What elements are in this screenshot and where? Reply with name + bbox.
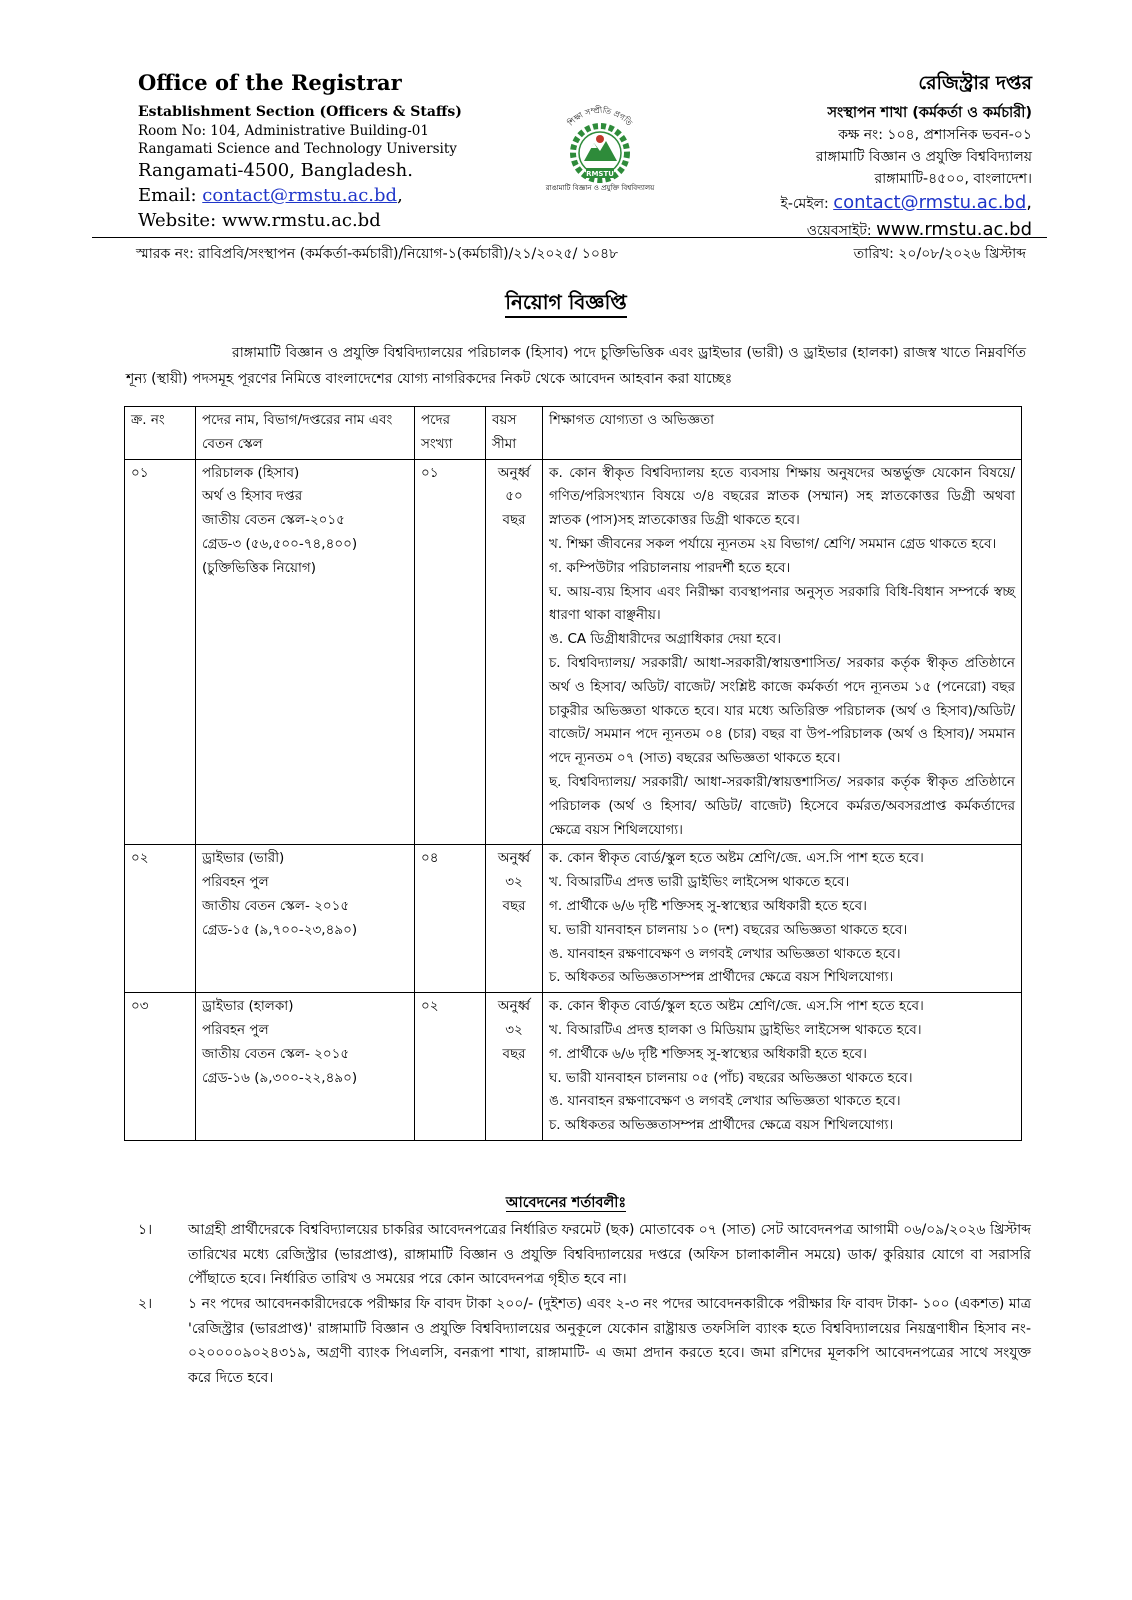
website-label-bn: ওয়েবসাইট: <box>806 223 877 239</box>
website-row-bn <box>692 217 1032 244</box>
email-label-bn: ই-মেইল: <box>780 196 834 212</box>
post-title: ড্রাইভার (ভারী) <box>202 850 285 867</box>
count-cell: ০২ <box>415 993 486 1141</box>
vacancy-table <box>124 406 1022 1141</box>
age-cell <box>486 845 543 993</box>
conditions-title <box>0 1192 1132 1216</box>
condition-text: ১ নং পদের আবেদনকারীদেরকে পরীক্ষার ফি বাবদ টাকা ২০০/- (দুইশত) এবং ২-৩ নং পদের আবেদনকারীকে পরীক্ষার ফি বাবদ টাকা- ১০০ (একশত) মাত্র 'রেজিস্ট্রার (ভারপ্রাপ্ত)' রাঙ্গামাটি বিজ্ঞান ও প্রযুক্তি বিশ্ববিদ্যালয়ের অনুকূলে যেকোন রাষ্ট্রায়ত্ত তফসিলি ব্যাংক হতে বিশ্ববিদ্যালয়ের নিয়ন্ত্রণাধীন হিসাব নং- ০২০০০০৯০২৪৩১৯, অগ্রণী ব্যাংক পিএলসি, বনরূপা শাখা, রাঙ্গামাটি- এ জমা প্রদান করতে হবে। জমা রশিদের মূলকপি আবেদনপত্রের সাথে সংযুক্ত করে দিতে হবে। <box>188 1296 1031 1386</box>
header-divider <box>92 237 1047 238</box>
col-age: বয়স সীমা <box>486 407 543 460</box>
requirement-item: গ. প্রার্থীকে ৬/৬ দৃষ্টি শক্তিসহ সু-স্বাস্থ্যের অধিকারী হতে হবে। <box>549 1045 867 1062</box>
header-right <box>692 68 1032 244</box>
requirement-item: ক. কোন স্বীকৃত বোর্ড/স্কুল হতে অষ্টম শ্রেণি/জে. এস.সি পাশ হতে হবে। <box>549 850 924 867</box>
condition-text: আগ্রহী প্রার্থীদেরকে বিশ্ববিদ্যালয়ের চাকরির আবেদনপত্রের নির্ধারিত ফরমেট (ছক) মোতাবেক ০৭ (সাত) সেট আবেদনপত্র আগামী ০৬/০৯/২০২৬ খ্রিস্টাব্দ তারিখের মধ্যে রেজিস্ট্রার (ভারপ্রাপ্ত), রাঙ্গামাটি বিজ্ঞান ও প্রযুক্তি বিশ্ববিদ্যালয়ের দপ্তরে (অফিস চালাকালীন সময়ে) ডাক/ কুরিয়ার যোগে বা সরাসরি পৌঁছাতে হবে। নির্ধারিত তারিখ ও সময়ের পরে কোন আবেদনপত্র গৃহীত হবে না। <box>188 1222 1031 1287</box>
table-row <box>125 845 1022 993</box>
office-title: Office of the Registrar <box>138 70 402 95</box>
memo-date: তারিখ: ২০/০৮/২০২৬ খ্রিস্টাব্দ <box>853 246 1026 262</box>
requirement-item: ছ. বিশ্ববিদ্যালয়/ সরকারী/ আধা-সরকারী/স্বায়ত্তশাসিত/ সরকার কর্তৃক স্বীকৃত প্রতিষ্ঠানে পরিচালক (অর্থ ও হিসাব/ অডিট/ বাজেট) হিসেবে কর্মরত/অবসরপ্রাপ্ত কর্মকর্তাদের ক্ষেত্রে বয়স শিথিলযোগ্য। <box>549 773 1015 838</box>
email-suffix: , <box>397 185 403 206</box>
university-name-bn: রাঙ্গামাটি বিজ্ঞান ও প্রযুক্তি বিশ্ববিদ্যালয় <box>815 149 1032 165</box>
serial-cell: ০৩ <box>125 993 196 1141</box>
requirement-item: গ. কম্পিউটার পরিচালনায় পারদর্শী হতে হবে। <box>549 559 791 576</box>
website-url-bn[interactable]: www.rmstu.ac.bd <box>876 219 1032 240</box>
serial-cell: ০১ <box>125 459 196 845</box>
post-appointment-type: (চুক্তিভিত্তিক নিয়োগ) <box>202 559 317 576</box>
requirements-cell <box>543 993 1022 1141</box>
requirement-item: ঘ. ভারী যানবাহন চালনায় ১০ (দশ) বছরের অভিজ্ঞতা থাকতে হবে। <box>549 921 908 938</box>
post-pay-scale: জাতীয় বেতন স্কেল- ২০১৫ <box>202 897 350 914</box>
requirement-item: ঙ. CA ডিগ্রীধারীদের অগ্রাধিকার দেয়া হবে। <box>549 631 782 648</box>
age-value: ৫০ <box>505 488 523 505</box>
requirement-item: ক. কোন স্বীকৃত বোর্ড/স্কুল হতে অষ্টম শ্রেণি/জে. এস.সি পাশ হতে হবে। <box>549 998 924 1015</box>
conditions-title-text: আবেদনের শর্তাবলীঃ <box>505 1195 627 1211</box>
age-value: ৩২ <box>505 874 523 891</box>
serial-cell: ০২ <box>125 845 196 993</box>
requirement-item: খ. বিআরটিএ প্রদত্ত হালকা ও মিডিয়াম ড্রাইভিং লাইসেন্স থাকতে হবে। <box>549 1021 922 1038</box>
header-left <box>138 68 538 233</box>
email-row <box>138 183 538 208</box>
post-cell <box>196 845 415 993</box>
website-row: Website: www.rmstu.ac.bd <box>138 210 381 231</box>
table-row <box>125 993 1022 1141</box>
requirement-item: ঘ. আয়-ব্যয় হিসাব এবং নিরীক্ষা ব্যবস্থাপনার অনুসৃত সরকারি বিধি-বিধান সম্পর্কে স্বচ্ছ ধারণা থাকা বাঞ্ছনীয়। <box>549 583 1015 624</box>
age-prefix: অনুর্ধ্ব <box>497 464 531 481</box>
col-post: পদের নাম, বিভাগ/দপ্তরের নাম এবং বেতন স্কেল <box>196 407 415 460</box>
room-number-bn: কক্ষ নং: ১০৪, প্রশাসনিক ভবন-০১ <box>838 127 1032 143</box>
notice-title-text: নিয়োগ বিজ্ঞপ্তি <box>505 290 627 318</box>
email-suffix-bn: , <box>1026 192 1032 213</box>
logo-motto: শিক্ষা সম্প্রীতি প্রগতি <box>566 105 634 128</box>
email-row-bn <box>692 190 1032 217</box>
requirement-item: ঘ. ভারী যানবাহন চালনায় ০৫ (পাঁচ) বছরের অভিজ্ঞতা থাকতে হবে। <box>549 1069 913 1086</box>
col-count: পদের সংখ্যা <box>415 407 486 460</box>
email-link-bn[interactable]: contact@rmstu.ac.bd <box>833 192 1027 213</box>
requirements-cell <box>543 845 1022 993</box>
count-cell: ০১ <box>415 459 486 845</box>
post-title: পরিচালক (হিসাব) <box>202 464 300 481</box>
count-cell: ০৪ <box>415 845 486 993</box>
post-pay-scale: জাতীয় বেতন স্কেল- ২০১৫ <box>202 1045 350 1062</box>
post-department: পরিবহন পুল <box>202 1021 269 1038</box>
city-address-bn: রাঙ্গামাটি-৪৫০০, বাংলাদেশ। <box>874 171 1032 187</box>
requirement-item: ঙ. যানবাহন রক্ষণাবেক্ষণ ও লগবই লেখার অভিজ্ঞতা থাকতে হবে। <box>549 945 901 962</box>
city-address: Rangamati-4500, Bangladesh. <box>138 160 413 181</box>
col-requirements: শিক্ষাগত যোগ্যতা ও অভিজ্ঞতা <box>543 407 1022 460</box>
email-label: Email: <box>138 185 203 206</box>
age-prefix: অনুর্ধ্ব <box>497 998 531 1015</box>
requirement-item: চ. অধিকতর অভিজ্ঞতাসম্পন্ন প্রার্থীদের ক্ষেত্রে বয়স শিথিলযোগ্য। <box>549 969 894 986</box>
post-cell <box>196 459 415 845</box>
memo-reference: স্মারক নং: রাবিপ্রবি/সংস্থাপন (কর্মকর্তা-কর্মচারী)/নিয়োগ-১(কর্মচারী)/২১/২০২৫/ ১০৪৮ <box>136 246 619 262</box>
section-name: Establishment Section (Officers & Staffs) <box>138 104 462 120</box>
post-grade: গ্রেড-১৬ (৯,৩০০-২২,৪৯০) <box>202 1069 358 1086</box>
age-cell <box>486 993 543 1141</box>
intro-paragraph: রাঙ্গামাটি বিজ্ঞান ও প্রযুক্তি বিশ্ববিদ্যালয়ের পরিচালক (হিসাব) পদে চুক্তিভিত্তিক এবং ড্রাইভার (ভারী) ও ড্রাইভার (হালকা) রাজস্ব খাতে নিম্নবর্ণিত শূন্য (স্থায়ী) পদসমূহ পূরণের নিমিত্তে বাংলাদেশের যোগ্য নাগরিকদের নিকট থেকে আবেদন আহবান করা যাচ্ছেঃ <box>126 345 1026 387</box>
requirement-item: চ. বিশ্ববিদ্যালয়/ সরকারী/ আধা-সরকারী/স্বায়ত্তশাসিত/ সরকার কর্তৃক স্বীকৃত প্রতিষ্ঠানে অর্থ ও হিসাব/ অডিট/ বাজেট/ সংশ্লিষ্ট কাজে কর্মকর্তা পদে ন্যূনতম ১৫ (পনেরো) বছর চাকুরীর অভিজ্ঞতা থাকতে হবে। যার মধ্যে অতিরিক্ত পরিচালক (অর্থ ও হিসাব)/অডিট/ বাজেট/ সমমান পদে ন্যূনতম ০৪ (চার) বছর বা উপ-পরিচালক (অর্থ ও হিসাব)/ সমমান পদে ন্যূনতম ০৭ (সাত) বছরের অভিজ্ঞতা থাকতে হবে। <box>549 654 1015 767</box>
table-header-row <box>125 407 1022 460</box>
post-cell <box>196 993 415 1141</box>
age-unit: বছর <box>502 897 526 914</box>
col-serial: ক্র. নং <box>125 407 196 460</box>
post-department: অর্থ ও হিসাব দপ্তর <box>202 488 303 505</box>
requirements-cell <box>543 459 1022 845</box>
condition-item <box>126 1292 1031 1390</box>
requirement-item: খ. বিআরটিএ প্রদত্ত ভারী ড্রাইভিং লাইসেন্স থাকতে হবে। <box>549 874 850 891</box>
condition-number: ১। <box>138 1222 153 1238</box>
memo-line <box>136 244 1026 264</box>
post-grade: গ্রেড-৩ (৫৬,৫০০-৭৪,৪০০) <box>202 535 358 552</box>
section-name-bn: সংস্থাপন শাখা (কর্মকর্তা ও কর্মচারী) <box>827 105 1032 121</box>
notice-title <box>0 288 1132 321</box>
age-prefix: অনুর্ধ্ব <box>497 850 531 867</box>
condition-number: ২। <box>138 1296 153 1312</box>
requirement-item: খ. শিক্ষা জীবনের সকল পর্যায়ে ন্যূনতম ২য় বিভাগ/ শ্রেণি/ সমমান গ্রেড থাকতে হবে। <box>549 535 997 552</box>
university-name: Rangamati Science and Technology University <box>138 141 457 157</box>
requirement-item: গ. প্রার্থীকে ৬/৬ দৃষ্টি শক্তিসহ সু-স্বাস্থ্যের অধিকারী হতে হবে। <box>549 897 867 914</box>
requirement-item: চ. অধিকতর অভিজ্ঞতাসম্পন্ন প্রার্থীদের ক্ষেত্রে বয়স শিথিলযোগ্য। <box>549 1117 894 1134</box>
post-grade: গ্রেড-১৫ (৯,৭০০-২৩,৪৯০) <box>202 921 358 938</box>
post-title: ড্রাইভার (হালকা) <box>202 998 294 1015</box>
logo-badge: RMSTU <box>586 170 614 178</box>
post-department: পরিবহন পুল <box>202 874 269 891</box>
requirement-item: ক. কোন স্বীকৃত বিশ্ববিদ্যালয় হতে ব্যবসায় শিক্ষায় অনুষদের অন্তর্ভুক্ত যেকোন বিষয়ে/গণিত/পরিসংখ্যান বিষয়ে ৩/৪ বছরের স্নাতক (সম্মান) সহ স্নাতকোত্তর ডিগ্রী অথবা স্নাতক (পাস)সহ স্নাতকোত্তর ডিগ্রী থাকতে হবে। <box>549 464 1015 529</box>
table-row <box>125 459 1022 845</box>
room-number: Room No: 104, Administrative Building-01 <box>138 123 429 139</box>
age-value: ৩২ <box>505 1021 523 1038</box>
email-link[interactable]: contact@rmstu.ac.bd <box>202 185 398 206</box>
condition-item <box>126 1218 1031 1292</box>
post-pay-scale: জাতীয় বেতন স্কেল-২০১৫ <box>202 512 345 529</box>
age-cell <box>486 459 543 845</box>
svg-text:শিক্ষা সম্প্রীতি প্রগতি <box>565 105 634 129</box>
requirement-item: ঙ. যানবাহন রক্ষণাবেক্ষণ ও লগবই লেখার অভিজ্ঞতা থাকতে হবে। <box>549 1093 901 1110</box>
logo-caption: রাঙামাটি বিজ্ঞান ও প্রযুক্তি বিশ্ববিদ্যালয় <box>545 184 655 192</box>
age-unit: বছর <box>502 512 526 529</box>
age-unit: বছর <box>502 1045 526 1062</box>
office-title-bn: রেজিস্ট্রার দপ্তর <box>918 72 1032 94</box>
